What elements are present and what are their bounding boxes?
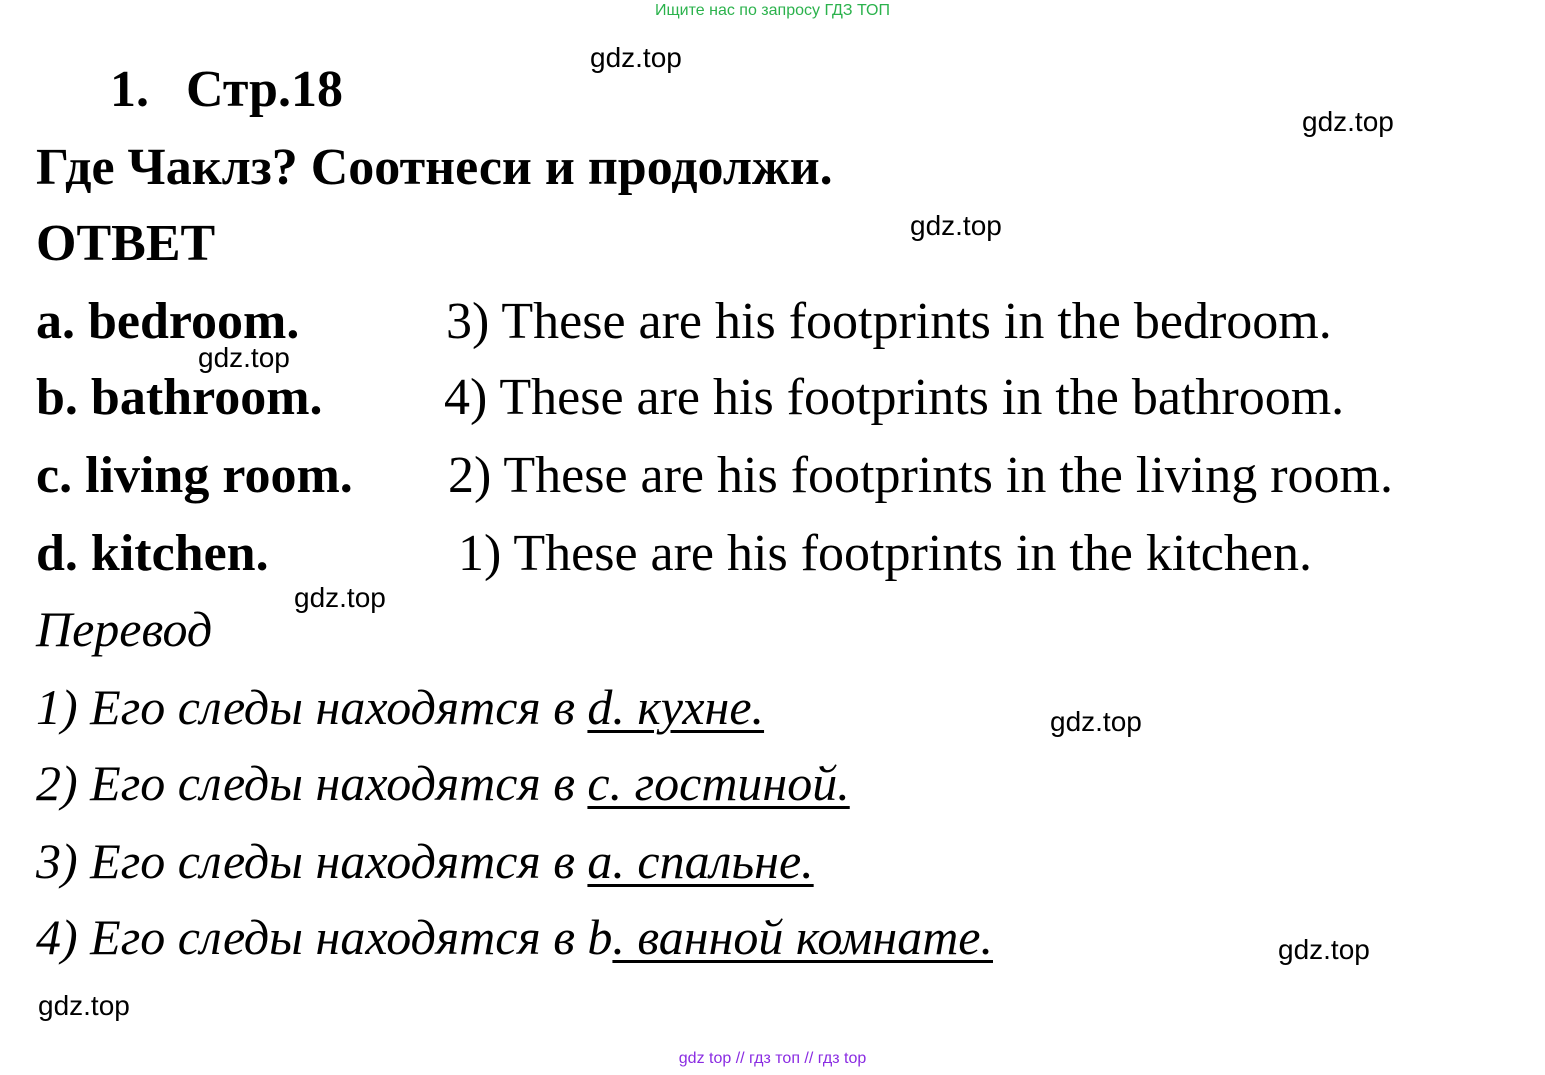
translation-answer: a. спальне. <box>587 833 814 889</box>
translation-answer: d. кухне. <box>587 679 765 735</box>
translation-prefix: 4) Его следы находятся в b <box>36 909 613 965</box>
answer-sentence: 3) These are his footprints in the bedroom. <box>446 293 1332 350</box>
watermark: gdz.top <box>1302 106 1394 137</box>
exercise-number: 1. <box>110 61 149 118</box>
answer-room: a. bedroom. <box>36 293 300 350</box>
answer-sentence: 1) These are his footprints in the kitchen. <box>458 525 1312 582</box>
answer-room: b. bathroom. <box>36 369 323 426</box>
answer-sentence: 4) These are his footprints in the bathroom. <box>444 369 1345 426</box>
answer-sentence: 2) These are his footprints in the living room. <box>448 447 1393 504</box>
watermark: gdz.top <box>910 210 1002 241</box>
translation-prefix: 3) Его следы находятся в <box>36 833 588 889</box>
watermark: gdz.top <box>198 342 290 373</box>
translation-answer: c. гостиной. <box>587 755 850 811</box>
translation-prefix: 1) Его следы находятся в <box>36 679 588 735</box>
page-reference: Стр.18 <box>186 61 343 118</box>
bottom-links[interactable]: gdz top // гдз топ // гдз top <box>678 1050 867 1067</box>
watermark: gdz.top <box>590 42 682 73</box>
translation-line <box>36 755 850 811</box>
translation-line <box>36 833 814 889</box>
watermark: gdz.top <box>1050 706 1142 737</box>
translation-prefix: 2) Его следы находятся в <box>36 755 588 811</box>
translation-label: Перевод <box>36 601 213 657</box>
translation-answer: . ванной комнате. <box>612 909 993 965</box>
answer-room: c. living room. <box>36 447 353 504</box>
watermark: gdz.top <box>294 582 386 613</box>
task-title: Где Чаклз? Соотнеси и продолжи. <box>36 139 833 196</box>
top-search-link[interactable]: Ищите нас по запросу ГДЗ ТОП <box>655 2 890 19</box>
answer-label: ОТВЕТ <box>36 215 216 272</box>
answer-room: d. kitchen. <box>36 525 269 582</box>
translation-line <box>36 679 765 735</box>
watermark: gdz.top <box>1278 934 1370 965</box>
translation-line <box>36 909 993 965</box>
watermark: gdz.top <box>38 990 130 1021</box>
